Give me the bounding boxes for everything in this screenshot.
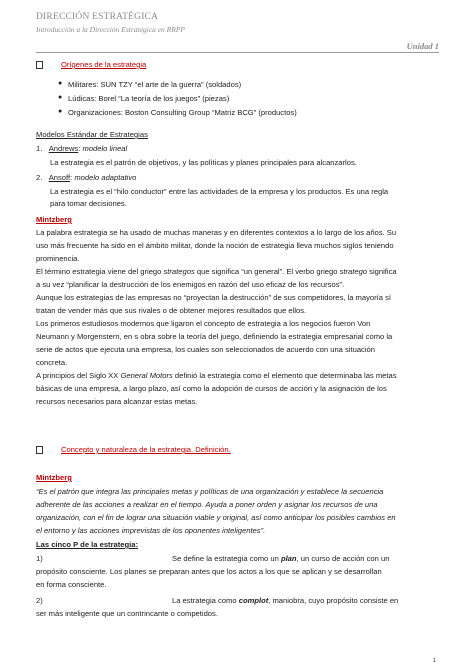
paragraph-3-line1: Aunque los estrategias de las empresas no “proyectan la destrucción” de sus competidores, la mayoría sí bbox=[36, 293, 391, 302]
five-p-2-line1: La estrategia como complot, maniobra, cuyo propósito consiste en bbox=[172, 596, 399, 605]
paragraph-1-line1: La palabra estrategia se ha usado de muchas maneras y en diferentes contextos a lo largo de los años. Su bbox=[36, 228, 397, 237]
header-subtitle: Introducción a la Dirección Estratégica en RRPP bbox=[36, 25, 185, 34]
paragraph-2-line1: El término estrategia viene del griego strategos que significa “un general”. El verbo griego stratego significa bbox=[36, 267, 397, 276]
five-p-1-line3: en forma consciente. bbox=[36, 580, 107, 589]
mintzberg-label-1: Mintzberg bbox=[36, 215, 72, 224]
models-title: Modelos Estándar de Estrategias bbox=[36, 130, 148, 139]
five-p-2-line2: ser más inteligente que un contrincante o competidos. bbox=[36, 609, 218, 618]
bullet-box-icon bbox=[36, 61, 43, 69]
bullet-dot-icon: ● bbox=[58, 80, 63, 87]
paragraph-2-line2: a su vez “planificar la destrucción de los enemigos en razón del uso eficaz de los recursos”. bbox=[36, 280, 345, 289]
bullet-dot-icon: ● bbox=[58, 94, 63, 101]
paragraph-4-line4: concreta. bbox=[36, 358, 68, 367]
paragraph-3-line2: tratan de vender más que sus rivales o de obtener mejores resultados que ellos. bbox=[36, 306, 307, 315]
five-p-2-number: 2) bbox=[36, 596, 43, 605]
model-1-text: La estrategia es el patrón de objetivos, y las políticas y planes principales para alcanzarlos. bbox=[50, 158, 357, 167]
five-p-1-line2: propósito consciente. Los planes se preparan antes que los actos a los que se aplican y se desarrollan bbox=[36, 567, 382, 576]
paragraph-5-line2: básicas de una empresa, a largo plazo, así como la adopción de cursos de acción y la asignación de los bbox=[36, 384, 387, 393]
paragraph-1-line2: uso más frecuente ha sido en el ámbito militar, donde la noción de estrategia lleva muchos siglos teniendo bbox=[36, 241, 394, 250]
mintzberg-label-2: Mintzberg bbox=[36, 473, 72, 482]
model-2-heading: 2. Ansoff: modelo adaptativo bbox=[36, 173, 137, 182]
quote-line4: el entorno y las acciones imprevistas de los oponentes inteligentes”. bbox=[36, 526, 266, 535]
origin-item-3: Organizaciones: Boston Consulting Group “Matriz BCG” (productos) bbox=[68, 108, 297, 117]
paragraph-5-line3: recursos necesarios para alcanzar estas metas. bbox=[36, 397, 198, 406]
five-p-title: Las cinco P de la estrategia: bbox=[36, 540, 138, 549]
origin-item-1: Militares: SUN TZY “el arte de la guerra” (soldados) bbox=[68, 80, 242, 89]
origin-item-2: Lúdicas: Borel “La teoría de los juegos” (piezas) bbox=[68, 94, 230, 103]
five-p-1-number: 1) bbox=[36, 554, 43, 563]
paragraph-5-line1: A principios del Siglo XX General Motors definió la estrategia como el elemento que determinaba las metas bbox=[36, 371, 397, 380]
five-p-1-line1: Se define la estrategia como un plan, un curso de acción con un bbox=[172, 554, 390, 563]
quote-line2: adherente de las acciones a realizar en el tiempo. Ayuda a poner orden y asignar los recursos de una bbox=[36, 500, 378, 509]
model-2-text-line2: para tomar decisiones. bbox=[50, 199, 127, 208]
section-heading-concept: Concepto y naturaleza de la estrategia. Definición. bbox=[36, 444, 231, 455]
section-heading-origins: Orígenes de la estrategia bbox=[36, 59, 146, 70]
bullet-dot-icon: ● bbox=[58, 108, 63, 115]
bullet-box-icon bbox=[36, 446, 43, 454]
paragraph-4-line3: serie de actos que ejecuta una empresa, los cuales son seleccionados de acuerdo con una situación bbox=[36, 345, 375, 354]
model-2-text-line1: La estrategia es el “hilo conductor” entre las actividades de la empresa y los productos. Es una regla bbox=[50, 187, 389, 196]
quote-line1: “Es el patrón que integra las principales metas y políticas de una organización y establece la secuencia bbox=[36, 487, 384, 496]
paragraph-4-line2: Neumann y Morgenstern, en s obra sobre la teoría del juego, definiendo la estrategia empresarial como la bbox=[36, 332, 393, 341]
model-1-heading: 1. Andrews: modelo lineal bbox=[36, 144, 128, 153]
header-divider bbox=[36, 52, 439, 53]
paragraph-4-line1: Los primeros estudiosos modernos que ligaron el concepto de estrategia a los negocios fueron Von bbox=[36, 319, 371, 328]
header-unit: Unidad 1 bbox=[406, 41, 439, 51]
header-title: DIRECCIÓN ESTRATÉGICA bbox=[36, 12, 159, 22]
paragraph-1-line3: prominencia. bbox=[36, 254, 80, 263]
page-number: 1 bbox=[432, 658, 436, 664]
quote-line3: organización, con el fin de lograr una situación viable y original, así como anticipar los posibles cambios en bbox=[36, 513, 396, 522]
